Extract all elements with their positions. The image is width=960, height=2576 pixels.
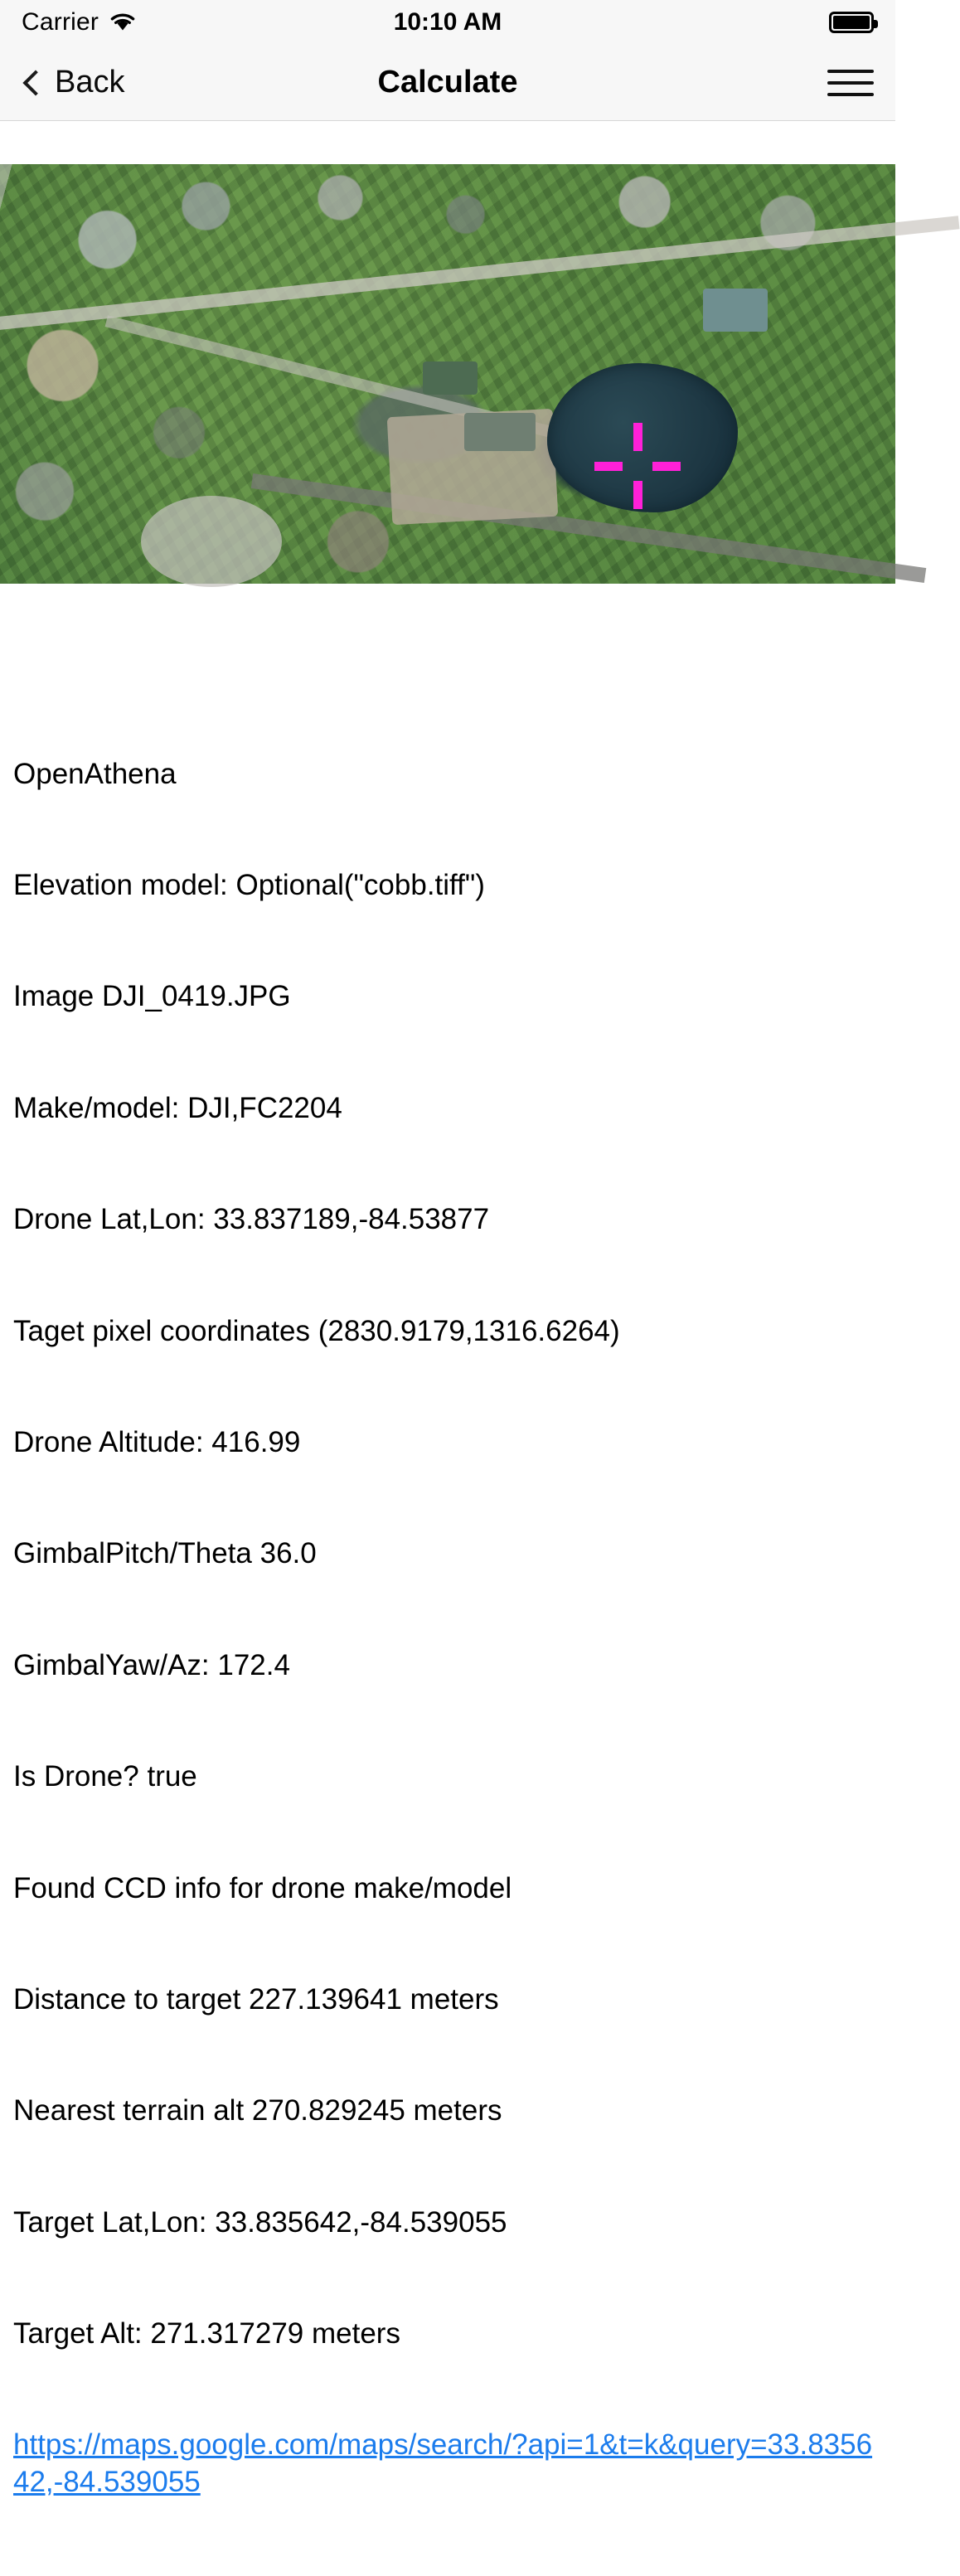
google-maps-link[interactable]: https://maps.google.com/maps/search/?api=1&t=k&query=33.835642,-84.539055 bbox=[13, 2428, 873, 2499]
back-button[interactable] bbox=[22, 65, 124, 100]
hamburger-line-3 bbox=[827, 93, 874, 96]
building bbox=[423, 361, 478, 395]
cul-de-sac bbox=[141, 496, 282, 587]
status-bar bbox=[0, 0, 895, 45]
status-bar-left bbox=[22, 8, 137, 36]
report-line: Image DJI_0419.JPG bbox=[13, 980, 291, 1013]
report-line: Nearest terrain alt 270.829245 meters bbox=[13, 2094, 502, 2127]
report-line: GimbalYaw/Az: 172.4 bbox=[13, 1648, 290, 1681]
building bbox=[703, 289, 768, 332]
calculation-report bbox=[0, 584, 895, 2576]
carrier-label: Carrier bbox=[22, 8, 99, 36]
battery-fill bbox=[833, 16, 870, 29]
report-line: OpenAthena bbox=[13, 757, 177, 790]
navigation-bar bbox=[0, 45, 895, 121]
building bbox=[464, 413, 536, 451]
page-title: Calculate bbox=[377, 65, 518, 99]
report-line: Elevation model: Optional("cobb.tiff") bbox=[13, 868, 485, 901]
main-content bbox=[0, 121, 895, 2499]
report-line: Is Drone? true bbox=[13, 1760, 197, 1793]
report-line: Distance to target 227.139641 meters bbox=[13, 1982, 499, 2016]
wifi-icon bbox=[109, 10, 137, 36]
hamburger-line-2 bbox=[827, 81, 874, 85]
status-bar-clock: 10:10 AM bbox=[393, 8, 502, 36]
crosshair-arm-left bbox=[594, 462, 623, 471]
report-line: Found CCD info for drone make/model bbox=[13, 1871, 512, 1904]
crosshair-arm-up bbox=[633, 423, 642, 451]
aerial-drone-photo[interactable] bbox=[0, 164, 895, 584]
hamburger-line-1 bbox=[827, 70, 874, 73]
crosshair-arm-down bbox=[633, 481, 642, 509]
report-line: Make/model: DJI,FC2204 bbox=[13, 1091, 342, 1124]
report-line: Target Alt: 271.317279 meters bbox=[13, 2317, 400, 2350]
report-line: GimbalPitch/Theta 36.0 bbox=[13, 1537, 317, 1570]
report-line: Target Lat,Lon: 33.835642,-84.539055 bbox=[13, 2205, 507, 2239]
pond bbox=[547, 363, 738, 512]
report-line: Taget pixel coordinates (2830.9179,1316.6264) bbox=[13, 1314, 620, 1347]
battery-full-icon bbox=[829, 12, 874, 33]
crosshair-arm-right bbox=[652, 462, 681, 471]
chevron-left-icon bbox=[22, 70, 48, 95]
status-bar-right bbox=[829, 12, 874, 33]
hamburger-menu-icon[interactable] bbox=[827, 66, 874, 99]
report-line: Drone Altitude: 416.99 bbox=[13, 1425, 301, 1458]
back-button-label: Back bbox=[55, 65, 125, 99]
report-line: Drone Lat,Lon: 33.837189,-84.53877 bbox=[13, 1203, 490, 1236]
image-top-spacer bbox=[0, 121, 895, 164]
